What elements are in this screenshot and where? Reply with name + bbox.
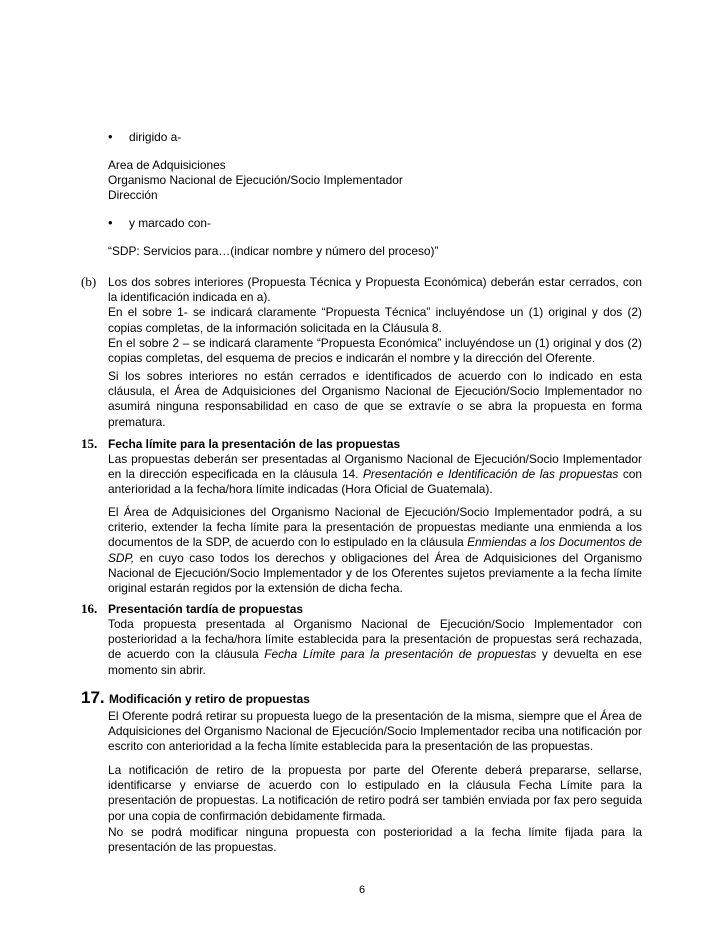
section-title: Fecha límite para la presentación de las propuestas (108, 437, 401, 451)
text-line: copias completas, del esquema de precios e indicarán el nombre y la dirección del Oferente. (108, 351, 596, 366)
section-title: Presentación tardía de propuestas (108, 602, 303, 616)
text-line: presentación de las propuestas. (108, 840, 277, 855)
text-line: Nacional de Ejecución/Socio Implementador y de los Oferentes sujetos previamente a la fecha límite (108, 565, 642, 580)
quote-text: “SDP: Servicios para…(indicar nombre y número del proceso)” (108, 244, 439, 258)
text-line: momento sin abrir. (108, 662, 206, 677)
text-line: Si los sobres interiores no están cerrados e identificados de acuerdo con lo indicado en esta (108, 369, 642, 383)
text-line: El Oferente podrá retirar su propuesta luego de la presentación de la misma, siempre que el Área de (108, 709, 642, 723)
text-line: posterioridad a la fecha/hora límite establecida para la presentación de propuestas será rechazada, (108, 632, 642, 647)
section-17-paragraph-2 (108, 763, 642, 824)
address-line: Dirección (108, 188, 158, 202)
text-line: Los dos sobres interiores (Propuesta Técnica y Propuesta Económica) deberán estar cerrados, con (108, 275, 642, 289)
text-line: por una copia de confirmación debidamente firmada. (108, 808, 386, 823)
text-line: criterio, extender la fecha límite para la presentación de propuestas mediante una enmienda a los (108, 520, 642, 535)
page-number: 6 (359, 884, 366, 896)
text-line: SDP, en cuyo caso todos los derechos y obligaciones del Área de Adquisiciones del Organismo (108, 550, 642, 565)
text-line: En el sobre 1- se indicará claramente “Propuesta Técnica” incluyéndose un (1) original y dos (2) (108, 305, 642, 320)
text-line: Adquisiciones del Organismo Nacional de Ejecución/Socio Implementador reciba una notificación por (108, 724, 642, 739)
section-16-paragraph (108, 617, 642, 678)
section-number: 16. (81, 601, 98, 616)
text-line: identificarse y enviarse de acuerdo con lo estipulado en la cláusula Fecha Límite para la (108, 778, 642, 793)
text-line: prematura. (108, 414, 166, 429)
section-number: 15. (81, 436, 98, 451)
text-line: documentos de la SDP, de acuerdo con lo estipulado en la cláusula Enmiendas a los Documentos de (108, 535, 642, 550)
text-line: anterioridad a la fecha/hora límite indicadas (Hora Oficial de Guatemala). (108, 482, 493, 497)
text-line: de acuerdo con la cláusula Fecha Límite para la presentación de propuestas y devuelta en ese (108, 647, 642, 662)
section-15-paragraph-1 (108, 452, 642, 498)
text-line: Toda propuesta presentada al Organismo Nacional de Ejecución/Socio Implementador con (108, 617, 642, 631)
item-label: (b) (81, 274, 97, 289)
section-15-paragraph-2 (108, 505, 642, 596)
text-line: escrito con anterioridad a la fecha límite establecida para la presentación de las propuestas. (108, 739, 594, 754)
address-line: Organismo Nacional de Ejecución/Socio Implementador (108, 173, 403, 187)
text-line: En el sobre 2 – se indicará claramente “Propuesta Económica” incluyéndose un (1) original y dos (2) (108, 335, 642, 350)
text-line: la identificación indicada en a). (108, 290, 271, 305)
section-number: 17. (81, 688, 105, 707)
bullet-text: y marcado con- (129, 216, 211, 230)
text-line: Las propuestas deberán ser presentadas al Organismo Nacional de Ejecución/Socio Implementador (108, 452, 642, 466)
section-17-paragraph-3 (108, 825, 642, 855)
text-line: en la dirección especificada en la cláusula 14. Presentación e Identificación de las propuestas con (108, 467, 643, 482)
bullet-icon: • (108, 129, 113, 144)
bullet-text: dirigido a- (129, 130, 182, 144)
section-title: Modificación y retiro de propuestas (109, 692, 310, 706)
text-line: asumirá ninguna responsabilidad en caso de que se extravíe o se abra la propuesta en forma (108, 399, 642, 414)
text-line: cláusula, el Área de Adquisiciones del Organismo Nacional de Ejecución/Socio Implementador no (108, 384, 642, 399)
item-b-paragraph-2 (108, 369, 642, 430)
text-line: copias completas, de la información solicitada en la Cláusula 8. (108, 320, 442, 335)
text-line: La notificación de retiro de la propuesta por parte del Oferente deberá prepararse, sellarse, (108, 763, 642, 777)
text-line: El Área de Adquisiciones del Organismo Nacional de Ejecución/Socio Implementador podrá, a su (108, 505, 642, 519)
text-line: original estarán regidos por la extensión de dicha fecha. (108, 581, 403, 596)
text-line: No se podrá modificar ninguna propuesta con posterioridad a la fecha límite fijada para la (108, 825, 642, 839)
section-17-paragraph-1 (108, 709, 642, 755)
bullet-icon: • (108, 215, 113, 230)
address-line: Area de Adquisiciones (108, 158, 226, 172)
item-b-paragraph-1 (108, 275, 642, 366)
text-line: presentación de propuestas. La notificación de retiro podrá ser también enviada por fax pero seguida (108, 793, 642, 808)
